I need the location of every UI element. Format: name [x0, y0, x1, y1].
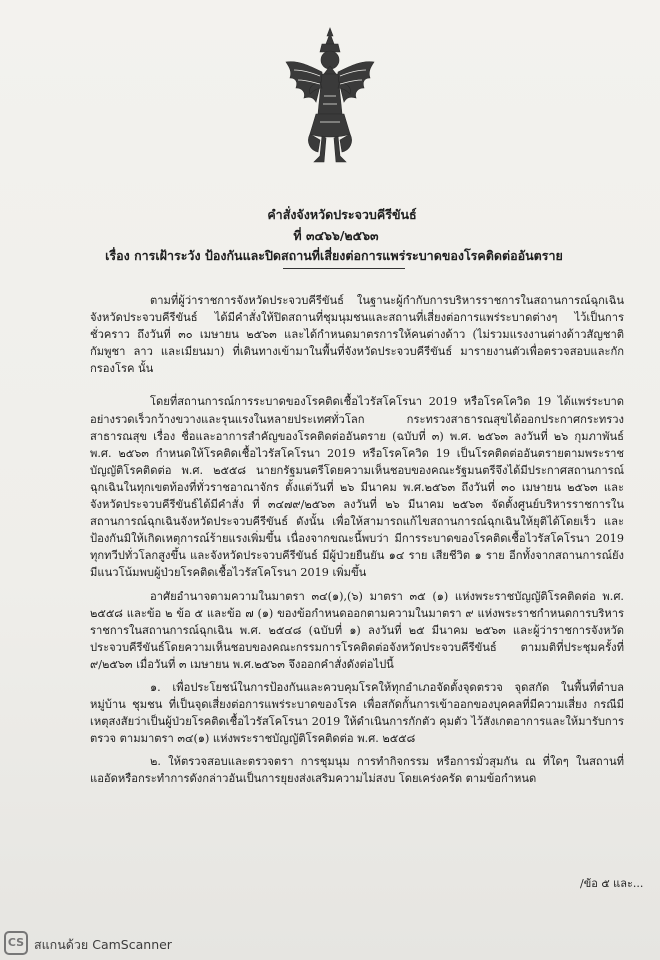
paragraph-authority: อาศัยอำนาจตามความในมาตรา ๓๔(๑),(๖) มาตรา ๓๕ (๑) แห่งพระราชบัญญัติโรคติดต่อ พ.ศ. ๒๕๕๘ และข้อ ๒ ข้อ ๕ และข้อ ๗ (๑) ของข้อกำหนดออกตามความในมาตรา ๙ แห่งพระราชกำหนดการบริหารราชการในสถานการณ์ฉุกเฉิน พ.ศ. ๒๕๔๘ (ฉบับที่ ๑) ลงวันที่ ๒๕ มีนาคม ๒๕๖๓ และผู้ว่าราชการจังหวัดประจวบคีรีขันธ์โดยความเห็นชอบของคณะกรรมการโรคติดต่อจังหวัดประจวบคีรีขันธ์ ตามมติที่ประชุมครั้งที่ ๙/๒๕๖๓ เมื่อวันที่ ๓ เมษายน พ.ศ.๒๕๖๓ จึงออกคำสั่งดังต่อไปนี้ — [90, 589, 624, 671]
order-body — [90, 292, 624, 794]
order-number: ที่ ๓๔๖๖/๒๕๖๓ — [293, 228, 379, 243]
paragraph-clause-2: ๒. ให้ตรวจสอบและตรวจตรา การชุมนุม การทำกิจกรรม หรือการมั่วสุมกัน ณ ที่ใดๆ ในสถานที่แออัดหรือกระทำการดังกล่าวอันเป็นการยุยงส่งเสริมความไม่สงบ โดยเคร่งครัด ตามข้อกำหนด — [90, 755, 624, 786]
paragraph-background: ตามที่ผู้ว่าราชการจังหวัดประจวบคีรีขันธ์ ในฐานะผู้กำกับการบริหารราชการในสถานการณ์ฉุกเฉินจังหวัดประจวบคีรีขันธ์ ได้มีคำสั่งให้ปิดสถานที่ชุมนุมชนและสถานที่เสี่ยงต่อการแพร่ระบาดต่างๆ ไว้เป็นการชั่วคราว ถึงวันที่ ๓๐ เมษายน ๒๕๖๓ และได้กำหนดมาตรการให้คนต่างด้าว (ไม่รวมแรงงานต่างด้าวสัญชาติกัมพูชา ลาว และเมียนมา) ที่เดินทางเข้ามาในพื้นที่จังหวัดประจวบคีรีขันธ์ มารายงานตัวเพื่อตรวจสอบและกักกรองโรค นั้น — [90, 294, 624, 376]
subject-underline — [283, 268, 405, 269]
scanner-footer — [0, 926, 660, 960]
garuda-emblem-icon — [280, 22, 380, 172]
order-title: คำสั่งจังหวัดประจวบคีรีขันธ์ — [267, 207, 417, 222]
camscanner-logo-icon: CS — [4, 931, 28, 955]
order-subject: เรื่อง การเฝ้าระวัง ป้องกันและปิดสถานที่เสี่ยงต่อการแพร่ระบาดของโรคติดต่ออันตราย — [105, 248, 563, 263]
scanner-watermark-text: สแกนด้วย CamScanner — [34, 937, 172, 952]
paragraph-situation: โดยที่สถานการณ์การระบาดของโรคติดเชื้อไวรัสโคโรนา 2019 หรือโรคโควิด 19 ได้แพร่ระบาดอย่างรวดเร็วกว้างขวางและรุนแรงในหลายประเทศทั่วโลก กระทรวงสาธารณสุขได้ออกประกาศกระทรวงสาธารณสุข เรื่อง ชื่อและอาการสำคัญของโรคติดต่ออันตราย (ฉบับที่ ๓) พ.ศ. ๒๕๖๓ ลงวันที่ ๒๖ กุมภาพันธ์ พ.ศ. ๒๕๖๓ กำหนดให้โรคติดเชื้อไวรัสโคโรนา 2019 หรือโรคโควิด 19 เป็นโรคติดต่ออันตรายตามพระราชบัญญัติโรคติดต่อ พ.ศ. ๒๕๕๘ นายกรัฐมนตรีโดยความเห็นชอบของคณะรัฐมนตรีจึงได้มีประกาศสถานการณ์ฉุกเฉินในทุกเขตท้องที่ทั่วราชอาณาจักร ตั้งแต่วันที่ ๒๖ มีนาคม พ.ศ.๒๕๖๓ ถึงวันที่ ๓๐ เมษายน ๒๕๖๓ และจังหวัดประจวบคีรีขันธ์ได้มีคำสั่ง ที่ ๓๔๗๙/๒๕๖๓ ลงวันที่ ๒๖ มีนาคม ๒๕๖๓ จัดตั้งศูนย์บริหารราชการในสถานการณ์ฉุกเฉินจังหวัดประจวบคีรีขันธ์ ดังนั้น เพื่อให้สามารถแก้ไขสถานการณ์ฉุกเฉินให้ยุติได้โดยเร็ว และป้องกันมิให้เกิดเหตุการณ์ร้ายแรงเพิ่มขึ้น เนื่องจากขณะนี้พบว่า มีการระบาดของโรคติดเชื้อไวรัสโคโรนา 2019 ทุกทวีปทั่วโลกสูงขึ้น และจังหวัดประจวบคีรีขันธ์ มีผู้ป่วยยืนยัน ๑๔ ราย เสียชีวิต ๑ ราย อีกทั้งจากสถานการณ์ยังมีแนวโน้มพบผู้ป่วยโรคติดเชื้อไวรัสโคโรนา 2019 เพิ่มขึ้น — [90, 395, 624, 580]
paragraph-clause-1: ๑. เพื่อประโยชน์ในการป้องกันและควบคุมโรคให้ทุกอำเภอจัดตั้งจุดตรวจ จุดสกัด ในพื้นที่ตำบล หมู่บ้าน ชุมชน ที่เป็นจุดเสี่ยงต่อการแพร่ระบาดของโรค เพื่อสกัดกั้นการเข้าออกของบุคคลที่มีความเสี่ยง กรณีมีเหตุสงสัยว่าเป็นผู้ป่วยโรคติดเชื้อไวรัสโคโรนา 2019 ให้ดำเนินการกักตัว คุมตัว ไว้สังเกตอาการและให้มารับการตรวจ ตามมาตรา ๓๔(๑) แห่งพระราชบัญญัติโรคติดต่อ พ.ศ. ๒๕๕๘ — [90, 680, 624, 746]
continuation-note: /ข้อ ๕ และ... — [580, 877, 644, 890]
